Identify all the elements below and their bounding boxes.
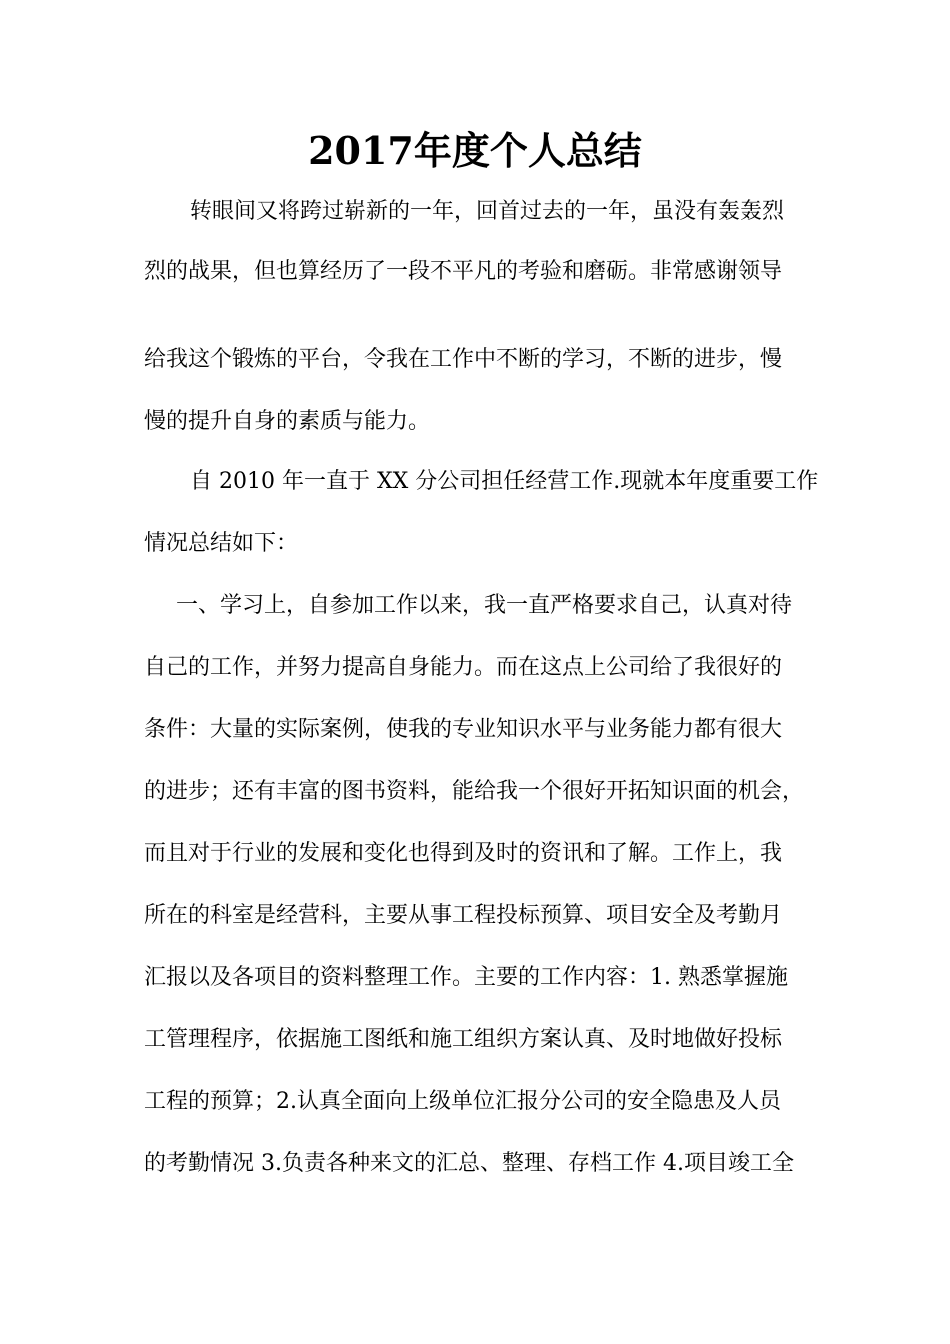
paragraph-line: 自己的工作，并努力提高自身能力。而在这点上公司给了我很好的 [144, 655, 783, 680]
paragraph-line: 一、学习上，自参加工作以来，我一直严格要求自己，认真对待 [176, 593, 793, 618]
paragraph-line: 的进步；还有丰富的图书资料，能给我一个很好开拓知识面的机会， [144, 779, 805, 804]
paragraph-line: 慢的提升自身的素质与能力。 [144, 409, 431, 434]
paragraph-line: 条件：大量的实际案例，使我的专业知识水平与业务能力都有很大 [144, 717, 783, 742]
paragraph-line: 所在的科室是经营科，主要从事工程投标预算、项目安全及考勤月 [144, 903, 783, 928]
document-title: 2017年度个人总结 [308, 128, 642, 173]
paragraph-line: 而且对于行业的发展和变化也得到及时的资讯和了解。工作上，我 [144, 841, 783, 866]
paragraph-line: 工程的预算；2.认真全面向上级单位汇报分公司的安全隐患及人员 [144, 1089, 781, 1114]
paragraph-line: 工管理程序，依据施工图纸和施工组织方案认真、及时地做好投标 [144, 1027, 783, 1052]
paragraph-line: 情况总结如下： [144, 531, 299, 556]
paragraph-line: 的考勤情况 3.负责各种来文的汇总、整理、存档工作 4.项目竣工全 [144, 1151, 794, 1176]
paragraph-line: 给我这个锻炼的平台，令我在工作中不断的学习，不断的进步，慢 [144, 347, 783, 372]
paragraph-line: 烈的战果，但也算经历了一段不平凡的考验和磨砺。非常感谢领导 [144, 259, 783, 284]
paragraph-line: 汇报以及各项目的资料整理工作。主要的工作内容：1. 熟悉掌握施 [144, 965, 788, 990]
paragraph-line: 自 2010 年一直于 XX 分公司担任经营工作.现就本年度重要工作 [190, 469, 819, 494]
paragraph-line: 转眼间又将跨过崭新的一年，回首过去的一年，虽没有轰轰烈 [190, 199, 785, 224]
